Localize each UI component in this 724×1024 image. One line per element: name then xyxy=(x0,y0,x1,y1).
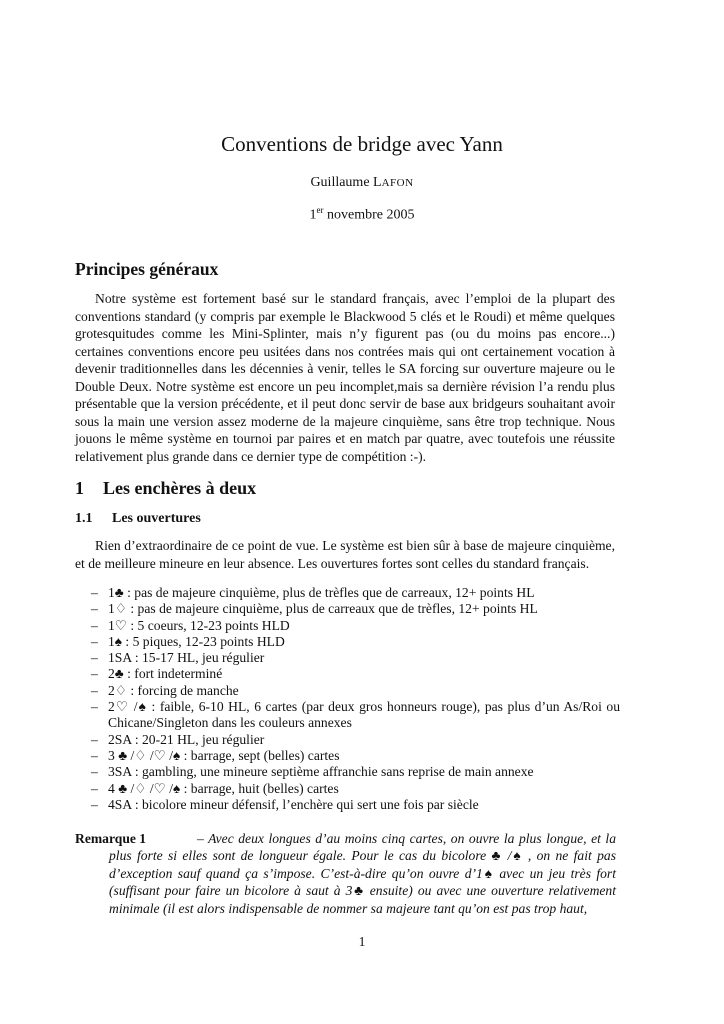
list-item: – 4 ♣ /♢ /♡ /♠ : barrage, huit (belles) cartes xyxy=(75,781,620,797)
list-item: – 1SA : 15-17 HL, jeu régulier xyxy=(75,650,620,666)
list-item: – 2♢ : forcing de manche xyxy=(75,683,620,699)
date-month-year: novembre 2005 xyxy=(323,207,415,223)
author-last-rest: AFON xyxy=(381,177,414,189)
list-item: – 1♠ : 5 piques, 12-23 points HLD xyxy=(75,634,620,650)
list-item: – 2♡ /♠ : faible, 6-10 HL, 6 cartes (par deux gros honneurs rouge), pas plus d’un As/Roi ou Chicane/Singleton dans les couleurs annexes xyxy=(75,699,620,732)
ouvertures-intro xyxy=(75,537,615,572)
list-item: – 1♣ : pas de majeure cinquième, plus de trèfles que de carreaux, 12+ points HL xyxy=(75,585,620,601)
principes-text: Notre système est fortement basé sur le standard français, avec l’emploi de la plupart des conventions standard (y compris par exemple le Blackwood 5 clés et le Roudi) et même quelques grotesquitudes comme les Mini-Splinter, mais n’y figurent pas (ou du moins pas encore...) certaines conventions encore peu usitées dans nos contrées mais qui ont certainement vocation à devenir traditionnelles dans les décennies à venir, telles le SA forcing sur ouverture majeure ou le Double Deux. Notre système est encore un peu incomplet,mais sa dernière révision l’a rendu plus présentable que la version précédente, et il peut donc servir de base aux bridgeurs souhaitant avoir sous la main une version assez moderne de la majeure cinquième, sans être trop technique. Nous jouons le même système en tournoi par paires et en match par quatre, avec toutefois une réussite relativement plus grande dans ce dernier type de compétition :-). xyxy=(75,291,615,464)
section-title: Les enchères à deux xyxy=(103,478,257,498)
document-title: Conventions de bridge avec Yann xyxy=(221,132,503,156)
list-item: – 2SA : 20-21 HL, jeu régulier xyxy=(75,732,620,748)
remark-text: – Avec deux longues d’au moins cinq cartes, on ouvre la plus longue, et la plus forte si elles sont de longueur égale. Pour le cas du bicolore ♣ /♠ , on ne fait pas d’exception sauf quand ça s’impose. C’est-à-dire qu’on ouvre d’1♠ avec un jeu très fort (suffisant pour faire un bicolore à saut à 3♣ ensuite) ou avec une ouverture relativement minimale (il est alors indispensable de nommer sa majeure tant qu’on est pas trop haut, xyxy=(109,831,616,916)
author-last-initial: L xyxy=(373,175,382,190)
ouvertures-intro-text: Rien d’extraordinaire de ce point de vue. Le système est bien sûr à base de majeure cinquième, et de meilleure mineure en leur absence. Les ouvertures fortes sont celles du standard français. xyxy=(75,538,615,571)
list-item: – 3 ♣ /♢ /♡ /♠ : barrage, sept (belles) cartes xyxy=(75,748,620,764)
list-item: – 4SA : bicolore mineur défensif, l’enchère qui sert une fois par siècle xyxy=(75,797,620,813)
list-item: – 2♣ : fort indeterminé xyxy=(75,666,620,682)
section-heading-1 xyxy=(75,478,256,499)
list-item: – 1♢ : pas de majeure cinquième, plus de carreaux que de trèfles, 12+ points HL xyxy=(75,601,620,617)
list-item: – 1♡ : 5 coeurs, 12-23 points HLD xyxy=(75,618,620,634)
principes-paragraph xyxy=(75,290,615,465)
list-item: – 3SA : gambling, une mineure septième affranchie sans reprise de main annexe xyxy=(75,764,620,780)
author-first-name: Guillaume xyxy=(310,175,374,190)
subsection-heading-1-1 xyxy=(75,511,201,527)
remark-label: Remarque 1 xyxy=(75,831,147,846)
document-date xyxy=(0,205,724,224)
page-number: 1 xyxy=(358,934,366,949)
openings-list xyxy=(75,585,620,813)
date-ordinal: er xyxy=(316,205,324,215)
section-heading-principes: Principes généraux xyxy=(75,259,219,279)
subsection-number: 1.1 xyxy=(75,511,93,526)
author-line xyxy=(0,175,724,191)
remark-block xyxy=(75,830,616,917)
date-day: 1 xyxy=(309,207,317,223)
section-number: 1 xyxy=(75,478,84,498)
subsection-title: Les ouvertures xyxy=(112,511,201,526)
